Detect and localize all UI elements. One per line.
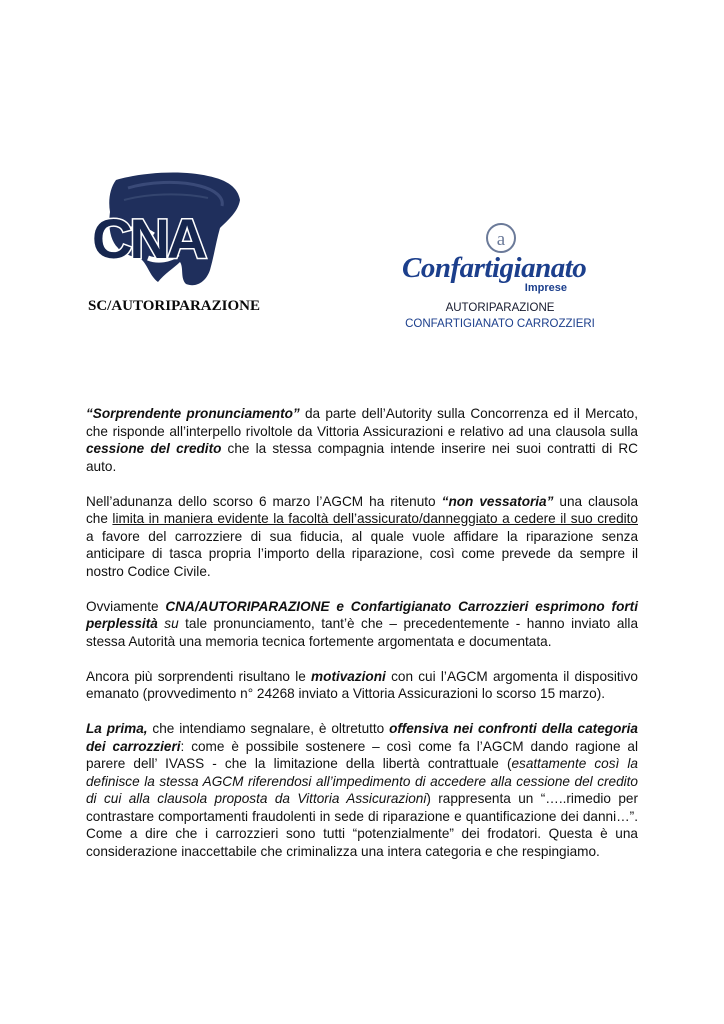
p5-text: che intendiamo segnalare, è oltretutto bbox=[147, 721, 390, 736]
paragraph-4 bbox=[86, 668, 638, 703]
paragraph-5 bbox=[86, 720, 638, 860]
p5-emphasis: offensiva nei confronti della categoria dei carrozzieri bbox=[86, 721, 638, 754]
p3-italic: su bbox=[157, 616, 179, 631]
confartigianato-subtitle-2: CONFARTIGIANATO CARROZZIERI bbox=[405, 318, 595, 330]
cna-logo-text: CNA bbox=[92, 207, 205, 270]
p2-text: Nell’adunanza dello scorso 6 marzo l’AGCM ha ritenuto bbox=[86, 493, 442, 509]
paragraph-2 bbox=[86, 493, 638, 581]
p5-italic: esattamente così la definisce la stessa AGCM riferendosi all’impedimento di accedere alla cessione del credito di cui alla clausola proposta da Vittoria Assicurazioni bbox=[86, 756, 638, 806]
p4-emphasis: motivazioni bbox=[311, 668, 386, 684]
at-sign-icon bbox=[487, 224, 515, 252]
p5-lead: La prima, bbox=[86, 721, 148, 736]
p1-emphasis: cessione del credito bbox=[86, 441, 222, 456]
confartigianato-logo bbox=[400, 222, 605, 296]
p2-text-end: a favore del carrozziere di sua fiducia, al quale vuole affidare la riparazione senza anticipare di tasca propria l’importo della riparazione, così come prevede da sempre il nostro Codice Civile. bbox=[86, 528, 638, 579]
p1-text: da parte dell’Autority sulla Concorrenza ed il Mercato, che risponde all’interpello rivoltole da Vittoria Assicurazioni e relativo ad una clausola sulla bbox=[86, 406, 638, 439]
p2-quote: “non vessatoria” bbox=[441, 493, 554, 509]
p4-text: Ancora più sorprendenti risultano le bbox=[86, 668, 312, 684]
p3-text: Ovviamente bbox=[86, 598, 166, 614]
confartigianato-logo-sub: Imprese bbox=[524, 282, 567, 294]
p3-emphasis: CNA/AUTORIPARAZIONE e Confartigianato Carrozzieri esprimono forti perplessità bbox=[86, 598, 638, 631]
paragraph-1 bbox=[86, 405, 638, 475]
p2-underlined: limita in maniera evidente la facoltà dell’assicurato/danneggiato a cedere il suo credito bbox=[112, 511, 638, 526]
paragraph-3 bbox=[86, 598, 638, 651]
confartigianato-subtitle-1: AUTORIPARAZIONE bbox=[445, 302, 555, 314]
cna-logo bbox=[88, 170, 258, 290]
p3-text-end: tale pronunciamento, tant’è che – precedentemente - hanno inviato alla stessa Autorità una memoria tecnica fortemente argomentata e documentata. bbox=[86, 616, 639, 649]
p2-text-mid: una clausola che bbox=[86, 493, 639, 526]
p1-quote: “Sorprendente pronunciamento” bbox=[86, 406, 300, 421]
svg-text:a: a bbox=[496, 229, 506, 250]
p5-text-end: ) rappresenta un “…..rimedio per contrastare comportamenti fraudolenti in sede di riparazione e quantificazione dei danni…”. Come a dire che i carrozzieri sono tutti “potenzialmente” dei frodatori. Questa è una considerazione inaccettabile che criminalizza una intera categoria e che respingiamo. bbox=[86, 791, 638, 859]
document-body bbox=[86, 405, 638, 878]
p1-text-end: che la stessa compagnia intende inserire nei suoi contratti di RC auto. bbox=[86, 441, 638, 474]
cna-caption: SC/AUTORIPARAZIONE bbox=[88, 298, 260, 314]
p4-text-end: con cui l’AGCM argomenta il dispositivo emanato (provvedimento n° 24268 inviato a Vittoria Assicurazioni lo scorso 15 marzo). bbox=[86, 668, 638, 701]
confartigianato-logo-text: Confartigianato bbox=[402, 252, 587, 284]
p5-text-mid: : come è possibile sostenere – così come fa l’AGCM dando ragione al parere dell’ IVASS - che la limitazione della libertà contrattuale ( bbox=[86, 738, 638, 771]
